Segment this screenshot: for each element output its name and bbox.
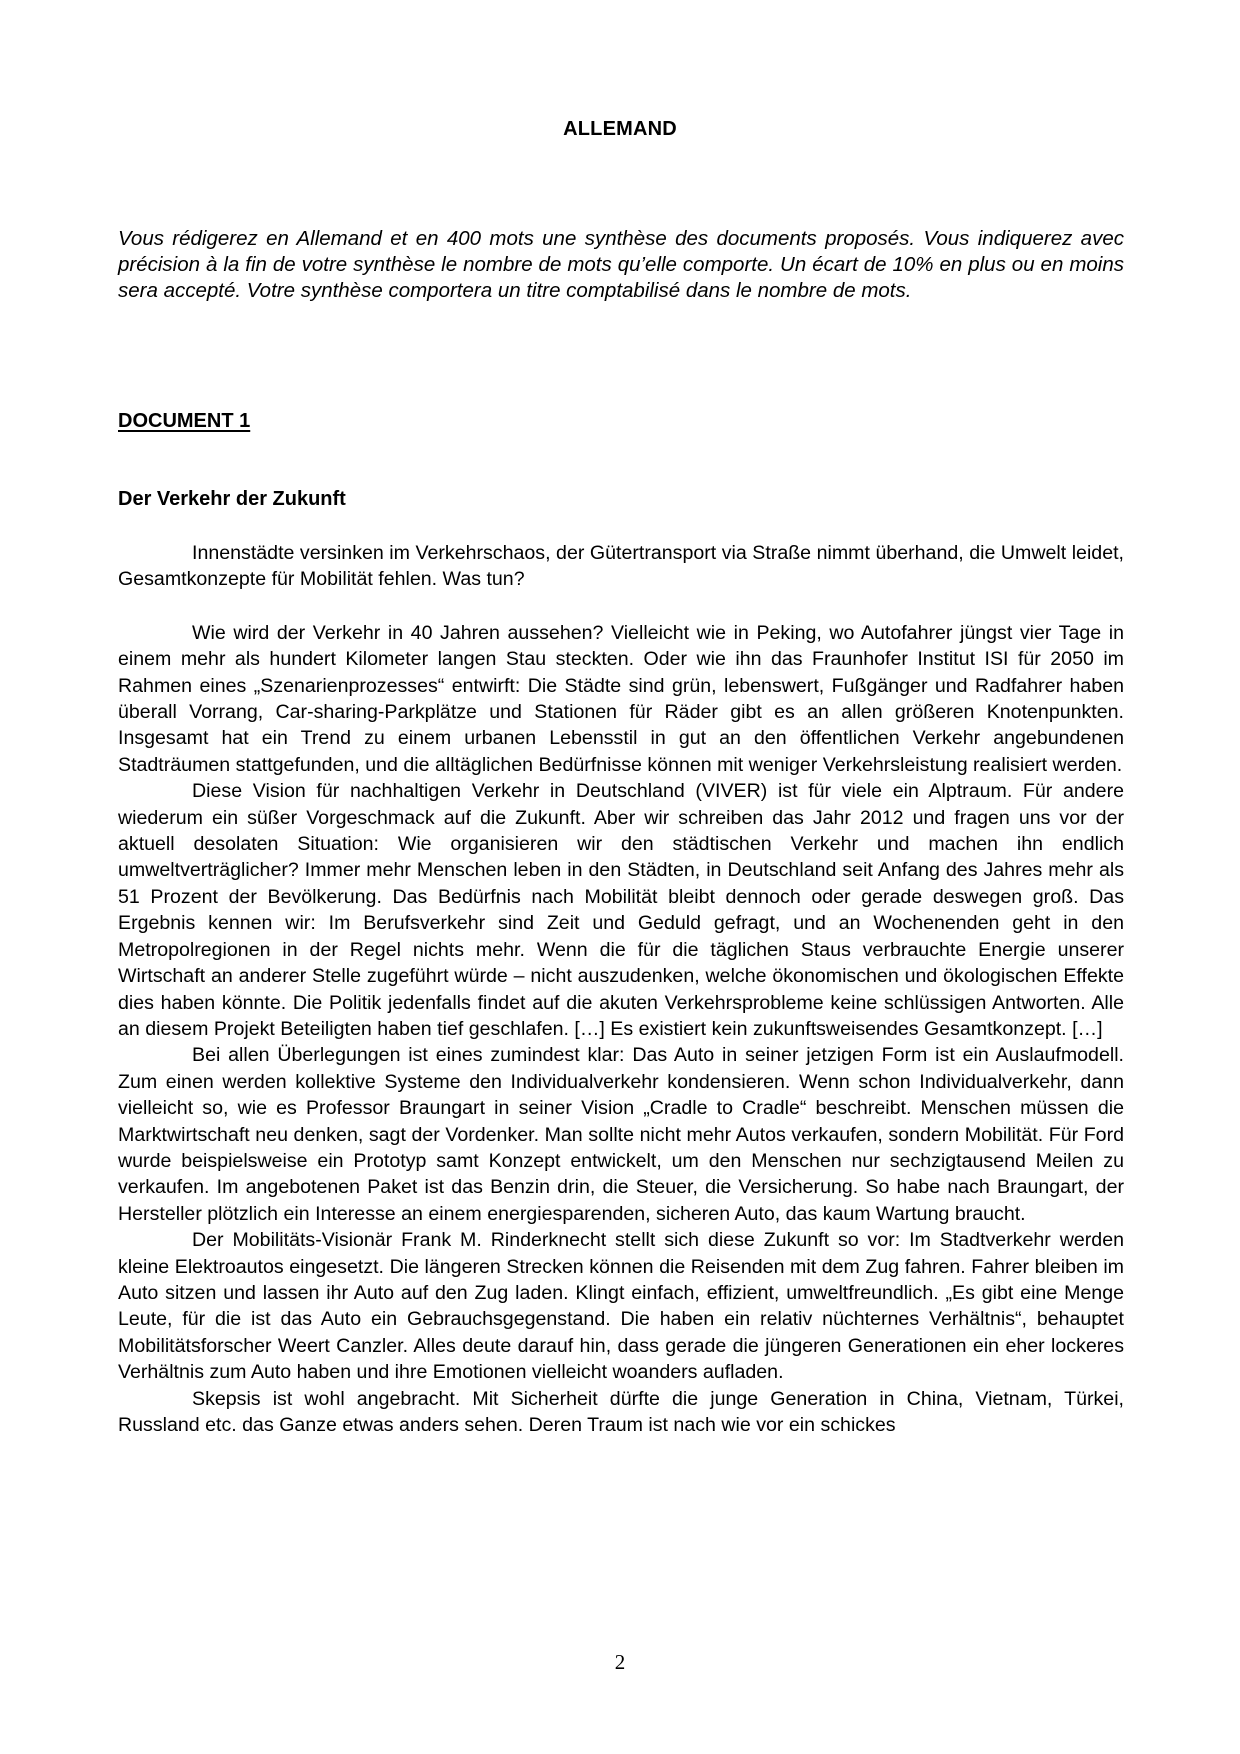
paragraph: Skepsis ist wohl angebracht. Mit Sicherheit dürfte die junge Generation in China, Vietnam, Türkei, Russland etc. das Ganze etwas anders sehen. Deren Traum ist nach wie vor ein schickes bbox=[118, 1387, 1124, 1436]
document-title: Der Verkehr der Zukunft bbox=[118, 488, 346, 510]
paragraph: Diese Vision für nachhaltigen Verkehr in Deutschland (VIVER) ist für viele ein Alptraum. Für andere wiederum ein süßer Vorgeschmack auf die Zukunft. Aber wir schreiben das Jahr 2012 und fragen uns vor der aktuell desolaten Situation: Wie organisieren wir den städtischen Verkehr und machen ihn endlich umweltverträglicher? Immer mehr Menschen leben in den Städten, in Deutschland seit Anfang des Jahres mehr als 51 Prozent der Bevölkerung. Das Bedürfnis nach Mobilität bleibt dennoch oder gerade deswegen groß. Das Ergebnis kennen wir: Im Berufsverkehr sind Zeit und Geduld gefragt, und an Wochenenden geht in den Metropolregionen in der Regel nichts mehr. Wenn die für die täglichen Staus verbrauchte Energie unserer Wirtschaft an anderer Stelle zugeführt würde – nicht auszudenken, welche ökonomischen und ökologischen Effekte dies haben könnte. Die Politik jedenfalls findet auf die akuten Verkehrsprobleme keine schlüssigen Antworten. Alle an diesem Projekt Beteiligten haben tief geschlafen. […] Es existiert kein zukunftsweisendes Gesamtkonzept. […] bbox=[118, 780, 1124, 1040]
paragraph: Innenstädte versinken im Verkehrschaos, der Gütertransport via Straße nimmt überhand, die Umwelt leidet, Gesamtkonzepte für Mobilität fehlen. Was tun? bbox=[118, 542, 1124, 591]
document-label: DOCUMENT 1 bbox=[118, 410, 251, 432]
paragraph: Bei allen Überlegungen ist eines zumindest klar: Das Auto in seiner jetzigen Form ist ein Auslaufmodell. Zum einen werden kollektive Systeme den Individualverkehr kondensieren. Wenn schon Individualverkehr, dann vielleicht so, wie es Professor Braungart in seiner Vision „Cradle to Cradle“ beschreibt. Menschen müssen die Marktwirtschaft neu denken, sagt der Vordenker. Man sollte nicht mehr Autos verkaufen, sondern Mobilität. Für Ford wurde beispielsweise ein Prototyp samt Konzept entwickelt, um den Menschen nur sechzigtausend Meilen zu verkaufen. Im angebotenen Paket ist das Benzin drin, die Steuer, die Versicherung. So habe nach Braungart, der Hersteller plötzlich ein Interesse an einem energiesparenden, sicheren Auto, das kaum Wartung braucht. bbox=[118, 1044, 1124, 1225]
article-body bbox=[118, 540, 1124, 1438]
page-heading: ALLEMAND bbox=[563, 118, 677, 140]
page-number: 2 bbox=[614, 1650, 626, 1674]
paragraph: Wie wird der Verkehr in 40 Jahren aussehen? Vielleicht wie in Peking, wo Autofahrer jüngst vier Tage in einem mehr als hundert Kilometer langen Stau steckten. Oder wie ihn das Fraunhofer Institut ISI für 2050 im Rahmen eines „Szenarienprozesses“ entwirft: Die Städte sind grün, lebenswert, Fußgänger und Radfahrer haben überall Vorrang, Car-sharing-Parkplätze und Stationen für Räder gibt es an allen größeren Knotenpunkten. Insgesamt hat ein Trend zu einem urbanen Lebensstil in gut an den öffentlichen Verkehr angebundenen Stadträumen stattgefunden, und die alltäglichen Bedürfnisse können mit weniger Verkehrsleistung realisiert werden. bbox=[118, 621, 1124, 776]
paragraph: Der Mobilitäts-Visionär Frank M. Rinderknecht stellt sich diese Zukunft so vor: Im Stadtverkehr werden kleine Elektroautos eingesetzt. Die längeren Strecken können die Reisenden mit dem Zug fahren. Fahrer bleiben im Auto sitzen und lassen ihr Auto auf den Zug laden. Klingt einfach, effizient, umweltfreundlich. „Es gibt eine Menge Leute, für die ist das Auto ein Gebrauchsgegenstand. Die haben ein relativ nüchternes Verhältnis“, behauptet Mobilitätsforscher Weert Canzler. Alles deute darauf hin, dass gerade die jüngeren Generationen ein eher lockeres Verhältnis zum Auto haben und ihre Emotionen vielleicht woanders aufladen. bbox=[118, 1229, 1124, 1384]
exam-instructions: Vous rédigerez en Allemand et en 400 mots une synthèse des documents proposés. Vous indiquerez avec précision à la fin de votre synthèse le nombre de mots qu’elle comporte. Un écart de 10% en plus ou en moins sera accepté. Votre synthèse comportera un titre comptabilisé dans le nombre de mots. bbox=[118, 227, 1124, 302]
